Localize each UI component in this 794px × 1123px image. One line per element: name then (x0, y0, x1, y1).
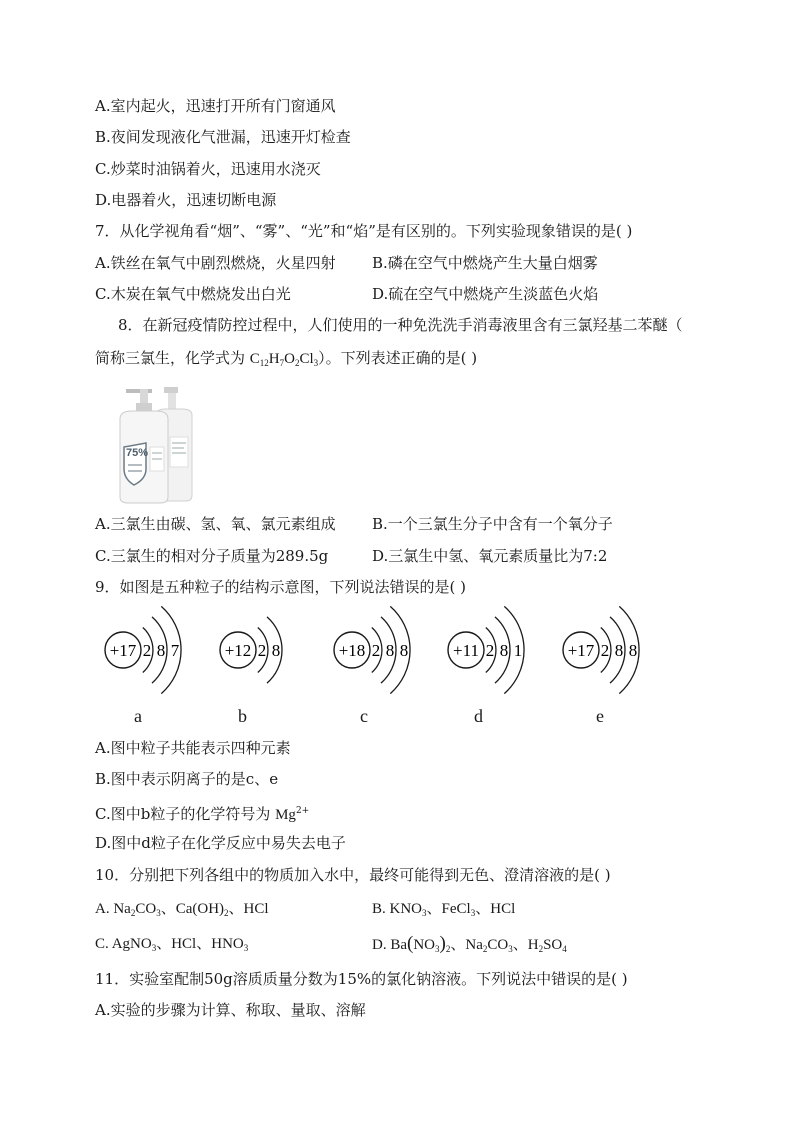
atom-label-d: d (474, 706, 483, 726)
atom-c-electrons-3: 8 (399, 641, 409, 660)
q9-option-b: B.图中表示阴离子的是c、e (95, 770, 279, 788)
q10-option-a: A. $Na_2CO_3$、$Ca(OH)_2$、HCl (95, 901, 269, 918)
q6-option-b: B.夜间发现液化气泄漏，迅速开灯检查 (95, 128, 351, 146)
atom-a-electrons-2: 8 (156, 641, 166, 660)
q8-formula: $C_{12}H_7O_2Cl_3$ (249, 351, 319, 368)
atom-a-electrons-1: 2 (142, 641, 152, 660)
atom-e-electrons-1: 2 (600, 641, 610, 660)
q9-stem: 9．如图是五种粒子的结构示意图，下列说法错误的是( ) (95, 578, 467, 596)
atom-e (563, 606, 639, 693)
atom-label-b: b (238, 706, 247, 726)
q11-option-a: A.实验的步骤为计算、称取、量取、溶解 (95, 1001, 366, 1019)
sanitizer-bottle-image (112, 385, 202, 505)
q10-option-d: D. $Ba(NO_3)_2$、$Na_2CO_3$、$H_2SO_4$ (372, 933, 567, 954)
atom-d-electrons-3: 1 (513, 641, 523, 660)
atom-c-nucleus-charge: +18 (338, 641, 366, 660)
atom-structure-diagram (95, 605, 655, 695)
q7-option-c: C.木炭在氧气中燃烧发出白光 (95, 285, 291, 303)
q7-stem: 7．从化学视角看“烟”、“雾”、“光”和“焰”是有区别的。下列实验现象错误的是( ) (95, 222, 633, 240)
atom-label-a: a (134, 706, 142, 726)
q8-option-d: D.三氯生中氢、氧元素质量比为7:2 (372, 547, 608, 565)
q6-option-c: C.炒菜时油锅着火，迅速用水浇灭 (95, 160, 321, 178)
q9-option-a: A.图中粒子共能表示四种元素 (95, 739, 291, 757)
bottle-label-text: 75% (126, 447, 149, 459)
q7-option-b: B.磷在空气中燃烧产生大量白烟雾 (372, 254, 598, 272)
q10-stem: 10．分别把下列各组中的物质加入水中，最终可能得到无色、澄清溶液的是( ) (95, 866, 611, 884)
q11-stem: 11．实验室配制50g溶质质量分数为15%的氯化钠溶液。下列说法中错误的是( ) (95, 970, 628, 988)
q7-option-a: A.铁丝在氧气中剧烈燃烧，火星四射 (95, 254, 336, 272)
q8-stem-line2 (95, 347, 477, 374)
atom-e-nucleus-charge: +17 (567, 641, 595, 660)
q8-option-b: B.一个三氯生分子中含有一个氧分子 (372, 515, 613, 533)
atom-d (448, 606, 524, 693)
atom-c-electrons-2: 8 (385, 641, 395, 660)
atom-e-electrons-3: 8 (628, 641, 638, 660)
atom-a-nucleus-charge: +17 (109, 641, 137, 660)
atom-c-electrons-1: 2 (371, 641, 381, 660)
q8-stem-prefix: 简称三氯生，化学式为 (95, 349, 250, 367)
q10-option-b: B. $KNO_3$、FeCl$_3$、HCl (372, 901, 516, 918)
atom-label-c: c (360, 706, 368, 726)
q8-stem-line1: 8．在新冠疫情防控过程中，人们使用的一种免洗洗手消毒液里含有三氯羟基二苯醚（ (118, 316, 683, 334)
q10-option-c: C. AgNO$_3$、HCl、$HNO_3$ (95, 936, 249, 953)
atom-a (105, 606, 181, 693)
atom-a-electrons-3: 7 (170, 641, 180, 660)
q7-option-d: D.硫在空气中燃烧产生淡蓝色火焰 (372, 285, 599, 303)
atom-label-e: e (596, 706, 604, 726)
q6-option-d: D.电器着火，迅速切断电源 (95, 191, 277, 209)
q9-option-c: C.图中b粒子的化学符号为 $Mg^{2+}$ (95, 805, 310, 823)
q9-option-d: D.图中d粒子在化学反应中易失去电子 (95, 834, 346, 852)
atom-b-electrons-2: 8 (271, 641, 281, 660)
q6-option-a: A.室内起火，迅速打开所有门窗通风 (95, 97, 336, 115)
atom-b (220, 617, 282, 683)
atom-d-electrons-2: 8 (499, 641, 509, 660)
atom-c (334, 606, 410, 693)
q8-option-c: C.三氯生的相对分子质量为289.5g (95, 547, 329, 565)
atom-b-nucleus-charge: +12 (224, 641, 252, 660)
atom-b-electrons-1: 2 (257, 641, 267, 660)
q8-option-a: A.三氯生由碳、氢、氧、氯元素组成 (95, 515, 336, 533)
q8-stem-suffix: ）。下列表述正确的是( ) (318, 349, 478, 367)
atom-e-electrons-2: 8 (614, 641, 624, 660)
atom-d-electrons-1: 2 (485, 641, 495, 660)
atom-d-nucleus-charge: +11 (453, 641, 479, 660)
